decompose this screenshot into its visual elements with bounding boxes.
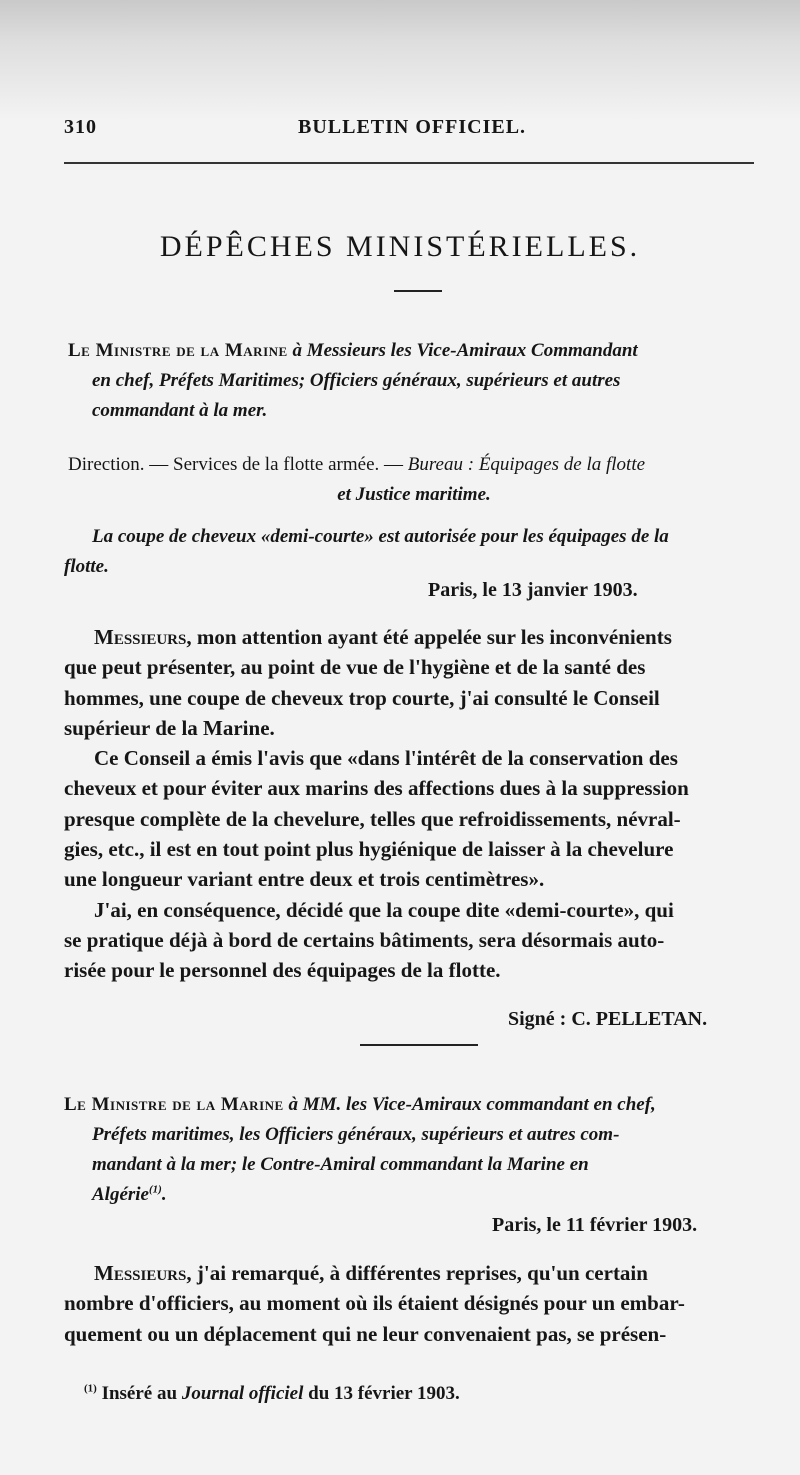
dispatch1-address-line1: à Messieurs les Vice-Amiraux Commandant <box>292 340 638 361</box>
header-rule <box>64 162 754 164</box>
summary-line1: La coupe de cheveux «demi-courte» est autorisée pour les équipages de la <box>92 526 669 547</box>
salutation: Messieurs <box>94 1261 187 1285</box>
bureau-text: Bureau : Équipages de la flotte <box>407 454 646 475</box>
footnote-journal: Journal officiel <box>181 1383 304 1404</box>
salutation: Messieurs <box>94 625 187 649</box>
page-title: DÉPÊCHES MINISTÉRIELLES. <box>159 230 641 263</box>
body-line: hommes, une coupe de cheveux trop courte, j'ai consulté le Conseil <box>64 685 660 710</box>
dispatch1-signature: Signé : C. PELLETAN. <box>508 1008 708 1030</box>
footnote <box>84 1383 460 1405</box>
page-number: 310 <box>64 116 97 138</box>
body-line: risée pour le personnel des équipages de la flotte. <box>64 958 501 983</box>
body-line: Ce Conseil a émis l'avis que «dans l'intérêt de la conservation des <box>94 746 678 771</box>
running-title: BULLETIN OFFICIEL. <box>298 116 527 138</box>
dispatch1-address-line3: commandant à la mer. <box>92 400 268 421</box>
body-line: supérieur de la Marine. <box>64 715 275 740</box>
footnote-reference: (1) <box>149 1183 162 1196</box>
footnote-text: Inséré au <box>101 1383 178 1404</box>
dispatch2-address <box>64 1090 764 1210</box>
body-line: gies, etc., il est en tout point plus hygiénique de laisser à la chevelure <box>64 837 674 862</box>
dispatch1-body <box>64 622 772 986</box>
dispatch1-sender: Le Ministre de la Marine <box>68 340 288 361</box>
dispatch2-address-line1: à MM. les Vice-Amiraux commandant en chef, <box>288 1094 656 1115</box>
dispatch2-address-line4: Algérie <box>92 1184 149 1205</box>
dispatch1-address <box>64 336 764 426</box>
dispatch1-dateline: Paris, le 13 janvier 1903. <box>428 579 638 601</box>
body-line: presque complète de la chevelure, telles que refroidissements, névral- <box>64 806 681 831</box>
body-line: se pratique déjà à bord de certains bâtiments, sera désormais auto- <box>64 927 665 952</box>
body-line: , mon attention ayant été appelée sur les inconvénients <box>186 625 672 649</box>
body-line: une longueur variant entre deux et trois centimètres». <box>64 867 545 892</box>
body-line: nombre d'officiers, au moment où ils étaient désignés pour un embar- <box>64 1291 685 1316</box>
summary-line2: flotte. <box>64 556 109 577</box>
dispatch2-body <box>64 1258 772 1349</box>
address-end-period: . <box>161 1184 167 1205</box>
dispatch2-sender: Le Ministre de la Marine <box>64 1094 284 1115</box>
body-line: , j'ai remarqué, à différentes reprises, qu'un certain <box>186 1261 648 1285</box>
footnote-mark: (1) <box>84 1382 97 1395</box>
dispatch1-address-line2: en chef, Préfets Maritimes; Officiers généraux, supérieurs et autres <box>92 370 621 391</box>
body-line: cheveux et pour éviter aux marins des affections dues à la suppression <box>64 776 689 801</box>
dispatch2-address-line3: mandant à la mer; le Contre-Amiral commandant la Marine en <box>92 1154 589 1175</box>
dispatch2-dateline: Paris, le 11 février 1903. <box>492 1214 698 1236</box>
body-line: que peut présenter, au point de vue de l'hygiène et de la santé des <box>64 655 646 680</box>
direction-line2: et Justice maritime. <box>337 484 491 505</box>
body-line: quement ou un déplacement qui ne leur convenaient pas, se présen- <box>64 1321 667 1346</box>
body-line: J'ai, en conséquence, décidé que la coupe dite «demi-courte», qui <box>94 897 674 922</box>
dispatch1-summary <box>64 522 764 582</box>
direction-text: Direction. — Services de la flotte armée. — <box>68 454 404 475</box>
title-rule <box>394 290 442 292</box>
dispatch2-address-line2: Préfets maritimes, les Officiers généraux, supérieurs et autres com- <box>92 1124 620 1145</box>
separator-rule <box>360 1044 478 1046</box>
footnote-date: du 13 février 1903. <box>308 1383 460 1404</box>
dispatch1-direction <box>64 450 764 510</box>
